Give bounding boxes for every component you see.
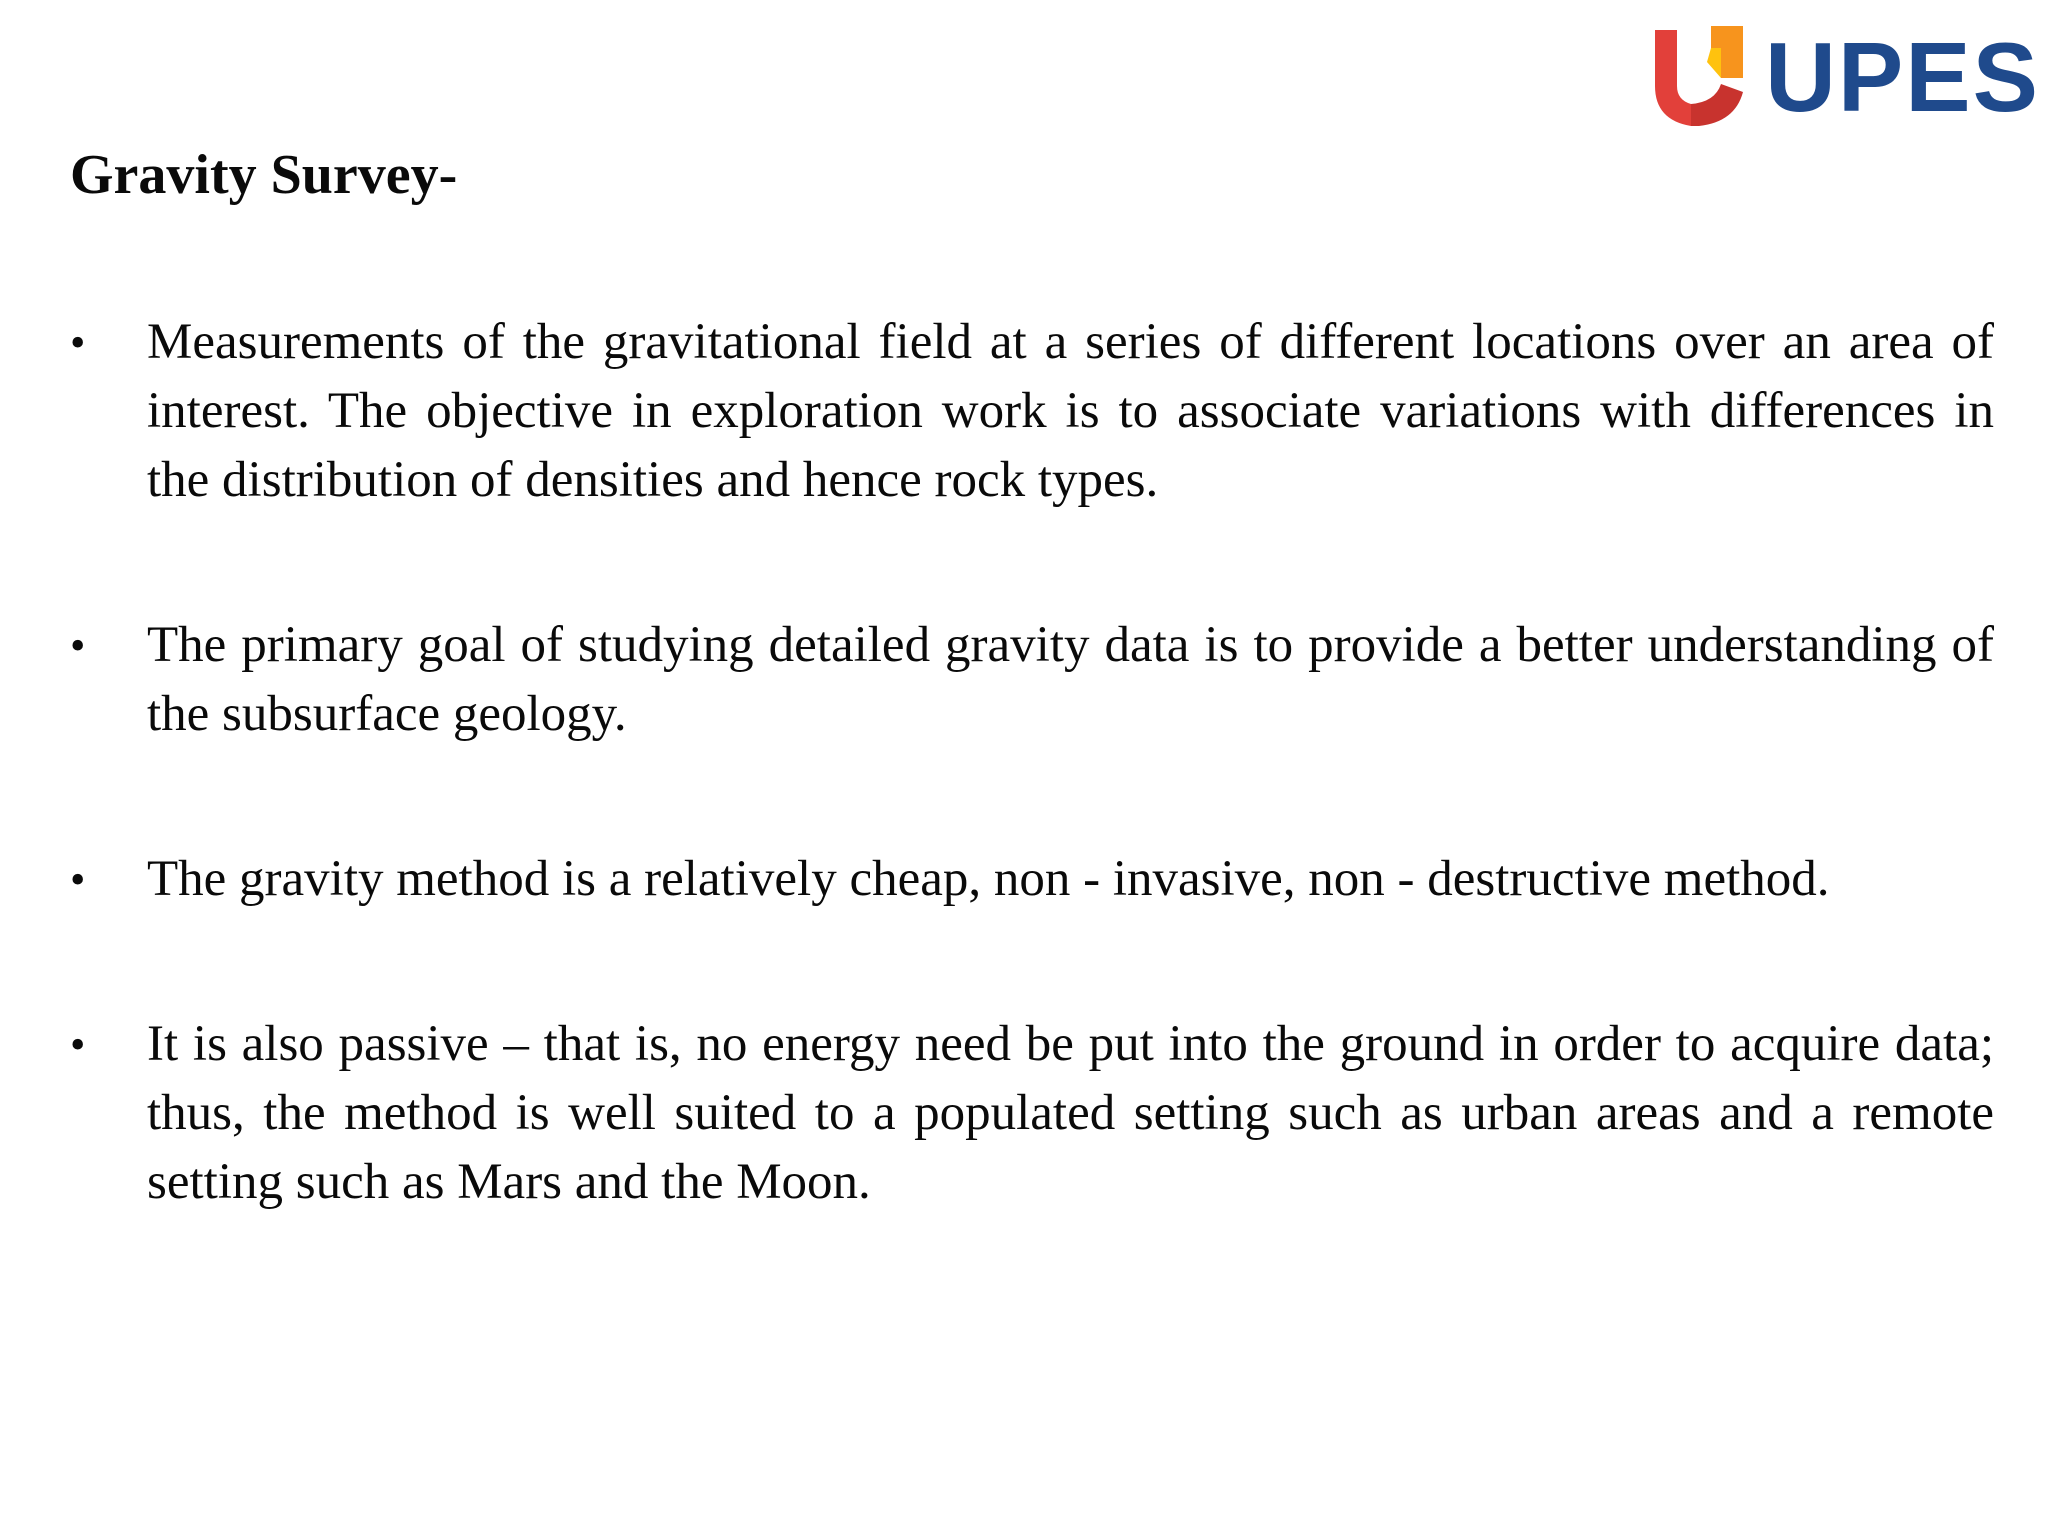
- upes-logo: [1651, 22, 2040, 132]
- bullet-item: [70, 308, 1994, 515]
- upes-logo-mark-icon: [1651, 22, 1747, 132]
- bullet-text: The gravity method is a relatively cheap, non - invasive, non - destructive method.: [147, 851, 1830, 907]
- bullet-text: It is also passive – that is, no energy need be put into the ground in order to acquire data; thus, the method is well suited to a populated setting such as urban areas and a remote setting such as Mars and the Moon.: [147, 1016, 1994, 1210]
- bullet-item: [70, 611, 1994, 749]
- bullet-dot-icon: •: [70, 1020, 86, 1069]
- bullet-dot-icon: •: [70, 855, 86, 904]
- bullet-text: The primary goal of studying detailed gravity data is to provide a better understanding of the subsurface geology.: [147, 617, 1994, 742]
- bullet-dot-icon: •: [70, 621, 86, 670]
- bullet-item: [70, 845, 1994, 914]
- bullet-list: [70, 308, 1994, 1217]
- bullet-item: [70, 1010, 1994, 1217]
- bullet-text: Measurements of the gravitational field at a series of different locations over an area of interest. The objective in exploration work is to associate variations with differences in the distribution of densities and hence rock types.: [147, 314, 1994, 508]
- bullet-dot-icon: •: [70, 318, 86, 367]
- slide-title: Gravity Survey-: [70, 144, 458, 206]
- upes-logo-text: UPES: [1765, 22, 2040, 132]
